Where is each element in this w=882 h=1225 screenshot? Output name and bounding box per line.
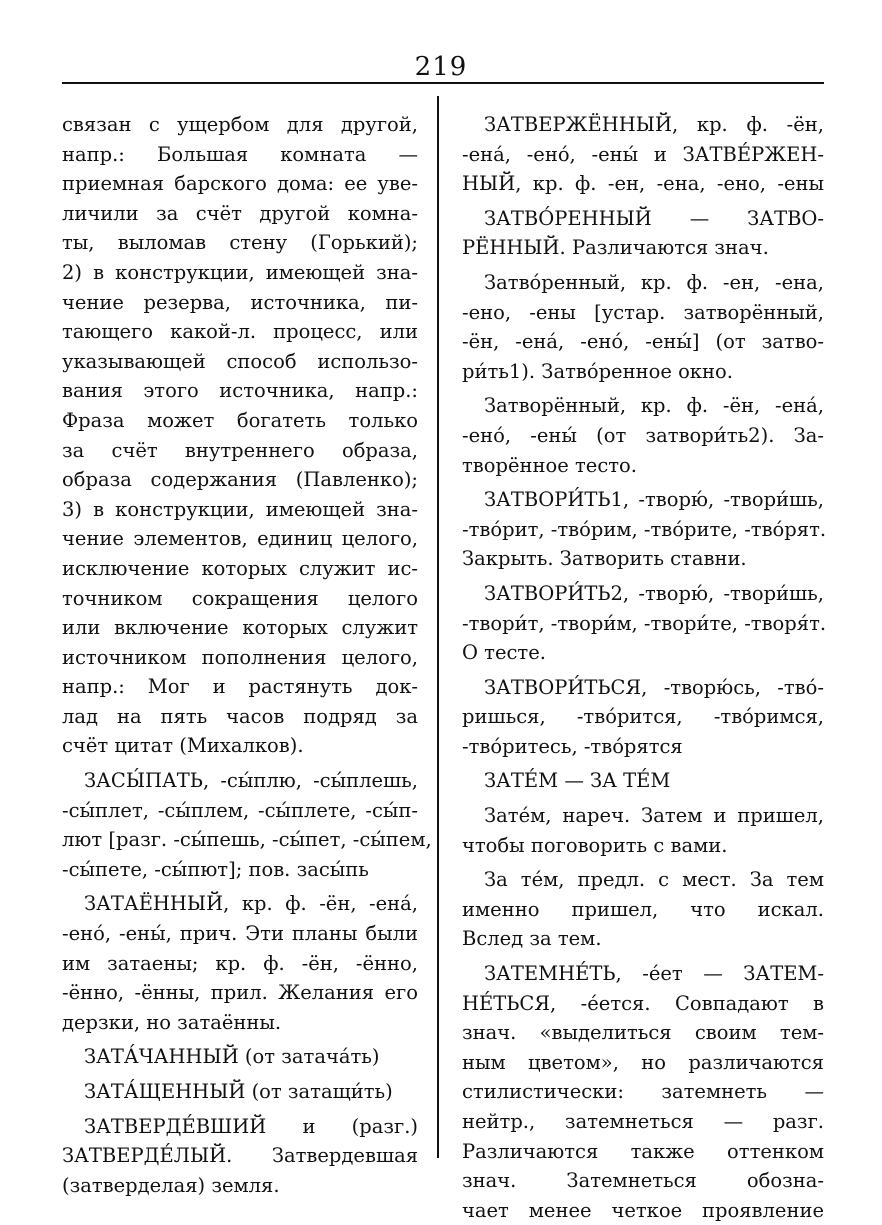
text-line: (затверделая) земля. — [62, 1173, 280, 1197]
text-line: ЗАТВЕРЖЁННЫЙ, кр. ф. -ён, — [484, 113, 824, 136]
text-line: -твори́т, -твори́м, -твори́те, -творя́т. — [462, 611, 827, 635]
header-rule — [62, 82, 824, 84]
text-line: НЕ́ТЬСЯ, -е́ется. Совпадают в — [462, 991, 824, 1015]
text-line: им затаены; кр. ф. -ён, -ённо, — [62, 951, 418, 975]
text-line: ЗАТЕ́М — ЗА ТЕ́М — [484, 769, 671, 793]
text-line: ЗАТВОРИ́ТЬ2, -творю́, -твори́шь, — [484, 581, 824, 605]
text-line: ЗАСЫ́ПАТЬ, -сы́плю, -сы́плешь, — [84, 769, 418, 793]
text-line: -ён, -ена́, -ено́, -ены́] (от затво- — [462, 330, 824, 354]
text-line: напр.: Большая комната — — [62, 142, 418, 166]
text-line: -тво́рит, -тво́рим, -тво́рите, -тво́рят. — [462, 517, 827, 541]
text-line: исключение которых служит ис- — [62, 556, 418, 580]
text-line: За те́м, предл. с мест. За тем — [484, 868, 824, 892]
text-line: стилистически: затемнеть — — [462, 1080, 824, 1104]
text-line: вания этого источника, напр.: — [62, 379, 418, 403]
text-line: образа содержания (Павленко); — [62, 468, 418, 492]
text-line: ЗАТА́ЧАННЫЙ (от затача́ть) — [84, 1045, 380, 1069]
text-line: точником сокращения целого — [62, 586, 418, 610]
text-line: -ено́, -ены́, прич. Эти планы были — [62, 922, 418, 946]
text-line: приемная барского дома: ее уве- — [62, 172, 418, 196]
text-line: ЗАТВЕРДЕ́ЛЫЙ. Затвердевшая — [62, 1144, 418, 1168]
text-line: или включение которых служит — [62, 616, 418, 640]
text-line: -ено, -ены [устар. затворённый, — [462, 300, 824, 324]
text-line: -сы́пете, -сы́пют]; пов. засы́пь — [62, 857, 369, 881]
text-line: чение резерва, источника, пи- — [62, 290, 418, 314]
text-line: -тво́ритесь, -тво́рятся — [462, 734, 683, 758]
text-line: ЗАТВО́РЕННЫЙ — ЗАТВО- — [484, 206, 824, 230]
text-line: личили за счёт другой комна- — [62, 201, 418, 225]
text-line: ЗАТВОРИ́ТЬСЯ, -творю́сь, -тво́- — [484, 675, 824, 699]
text-line: ри́ть1). Затво́ренное окно. — [462, 359, 733, 383]
column-divider — [437, 96, 439, 1158]
text-line: ЗАТВЕРДЕ́ВШИЙ и (разг.) — [84, 1114, 418, 1138]
text-line: чтобы поговорить с вами. — [462, 833, 728, 857]
text-line: -ено́, -ены́ (от затвори́ть2). За- — [462, 423, 824, 447]
text-line: НЫЙ, кр. ф. -ен, -ена, -ено, -ены — [462, 172, 824, 196]
text-line: ЗАТВОРИ́ТЬ1, -творю́, -твори́шь, — [484, 488, 824, 512]
text-line: именно пришел, что искал. — [462, 897, 824, 921]
text-line: источником пополнения целого, — [62, 645, 418, 669]
text-line: лад на пять часов подряд за — [62, 704, 418, 728]
text-line: нейтр., затемнеться — разг. — [462, 1110, 824, 1133]
text-line: 3) в конструкции, имеющей зна- — [62, 497, 418, 521]
text-line: тающего какой-л. процесс, или — [62, 320, 418, 344]
text-line: ты, выломав стену (Горький); — [62, 231, 418, 255]
text-line: счёт цитат (Михалков). — [62, 734, 304, 758]
text-line: Затворённый, кр. ф. -ён, -ена́, — [484, 394, 824, 418]
text-line: -ённо, -ённы, прил. Желания его — [62, 981, 418, 1005]
text-line: 2) в конструкции, имеющей зна- — [62, 260, 418, 284]
text-line: за счёт внутреннего образа, — [62, 438, 418, 462]
text-line: ЗАТЕМНЕ́ТЬ, -е́ет — ЗАТЕМ- — [484, 962, 824, 986]
text-line: ришься, -тво́рится, -тво́римся, — [462, 705, 824, 729]
text-line: ЗАТА́ЩЕННЫЙ (от затащи́ть) — [84, 1080, 393, 1103]
text-line: связан с ущербом для другой, — [62, 113, 418, 136]
page-number: 219 — [414, 52, 468, 82]
text-line: напр.: Мог и растянуть док- — [62, 675, 418, 699]
text-line: РЁННЫЙ. Различаются знач. — [462, 236, 769, 260]
text-line: -ена́, -ено́, -ены́ и ЗАТВЕ́РЖЕН- — [462, 142, 824, 166]
text-line: Различаются также оттенком — [462, 1139, 824, 1163]
text-line: Вслед за тем. — [462, 927, 602, 951]
text-line: дерзки, но затаённы. — [62, 1010, 282, 1034]
text-line: Зате́м, нареч. Затем и пришел, — [484, 804, 824, 828]
left-column — [62, 110, 432, 1200]
text-line: указывающей способ использо- — [62, 349, 418, 373]
text-line: О тесте. — [462, 641, 546, 665]
text-line: ЗАТАЁННЫЙ, кр. ф. -ён, -ена́, — [84, 892, 418, 916]
text-line: чает менее четкое проявление — [462, 1198, 824, 1222]
text-line: лют [разг. -сы́пешь, -сы́пет, -сы́пем, — [62, 828, 432, 852]
text-line: -сы́плет, -сы́плем, -сы́плете, -сы́п- — [62, 798, 418, 822]
text-line: Затво́ренный, кр. ф. -ен, -ена, — [484, 270, 824, 294]
text-line: знач. Затемнеться обозна- — [462, 1169, 824, 1193]
right-column — [462, 110, 827, 1225]
text-line: творённое тесто. — [462, 453, 637, 477]
text-line: Фраза может богатеть только — [62, 408, 418, 432]
text-line: знач. «выделиться своим тем- — [462, 1021, 824, 1045]
text-line: Закрыть. Затворить ставни. — [462, 547, 747, 571]
text-line: чение элементов, единиц целого, — [62, 527, 418, 551]
text-line: ным цветом», но различаются — [462, 1050, 824, 1074]
